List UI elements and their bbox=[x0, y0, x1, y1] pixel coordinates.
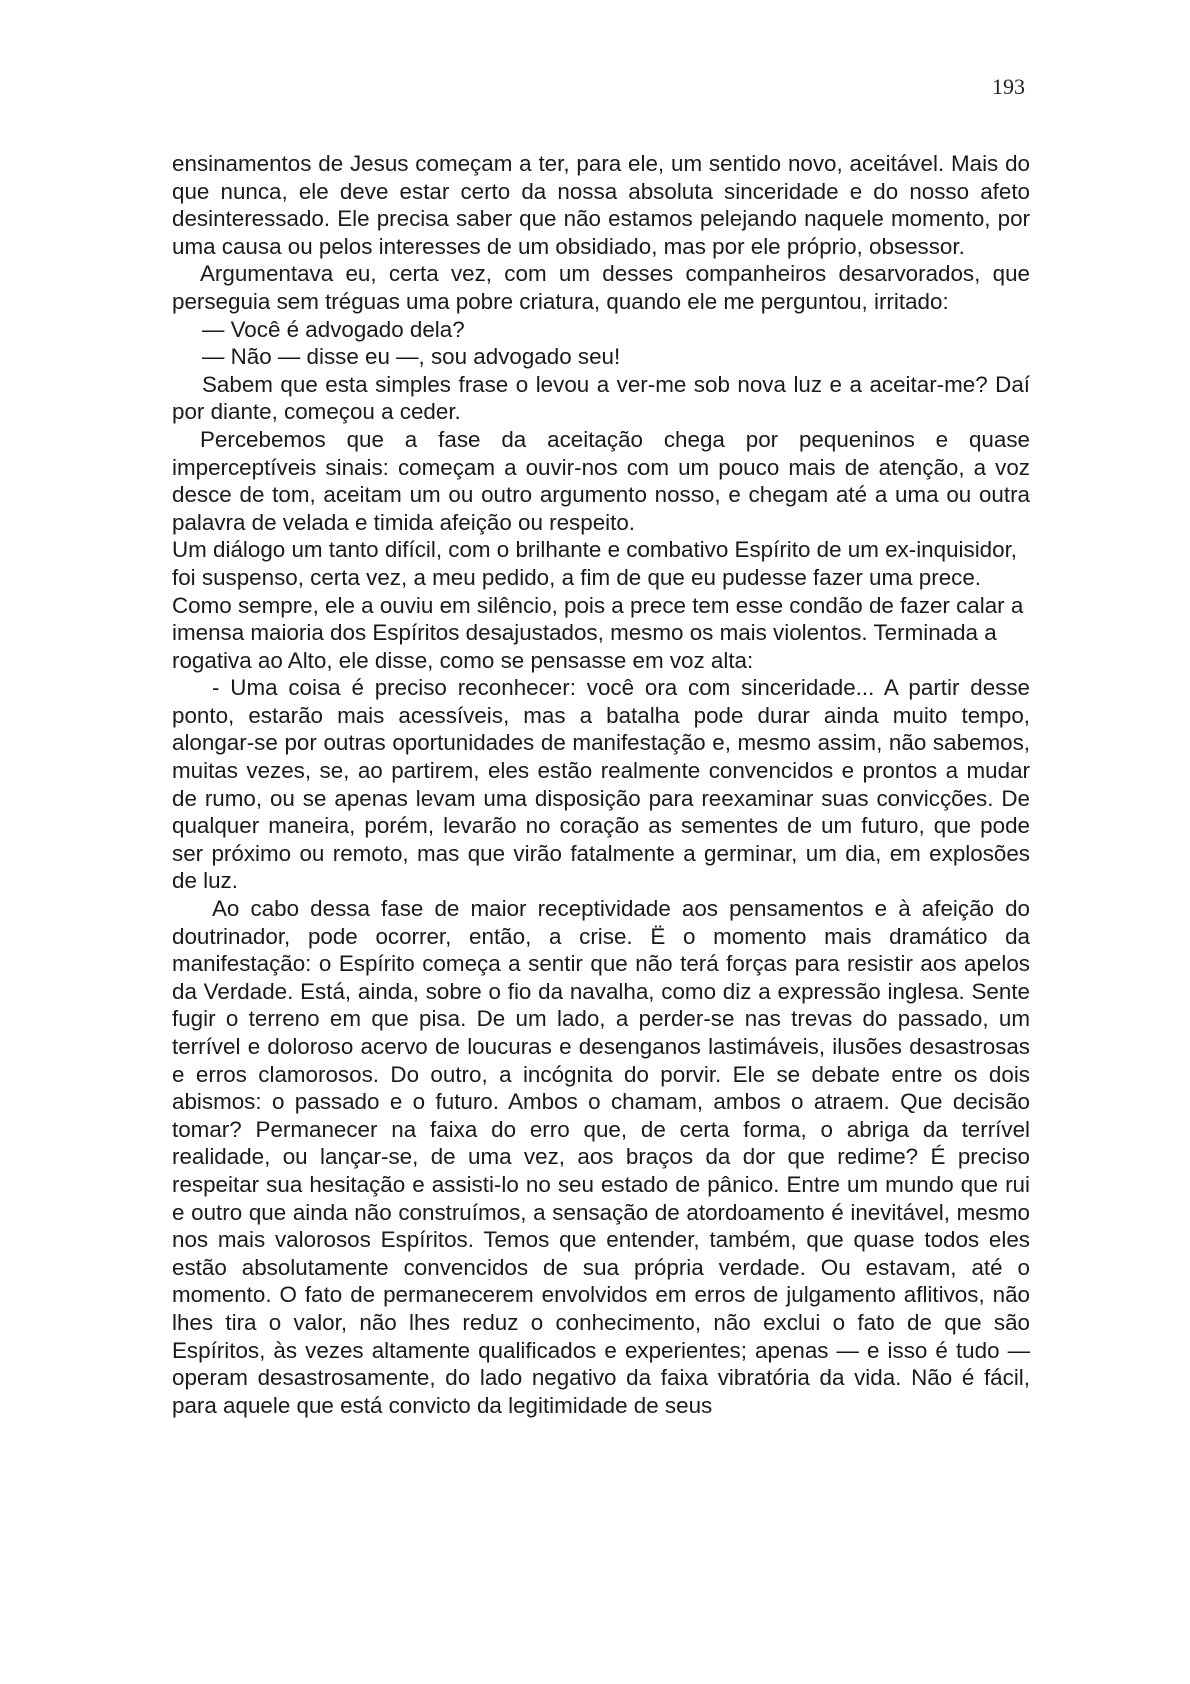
paragraph-5: Um diálogo um tanto difícil, com o brilhante e combativo Espírito de um ex-inquisidor, foi suspenso, certa vez, a meu pedido, a fim de que eu pudesse fazer uma prece. Como sempre, ele a ouviu em silêncio, pois a prece tem esse condão de fazer calar a imensa maioria dos Espíritos desajustados, mesmo os mais violentos. Terminada a rogativa ao Alto, ele disse, como se pensasse em voz alta: bbox=[172, 537, 1024, 673]
body-text bbox=[172, 150, 1030, 1419]
paragraph-3: Sabem que esta simples frase o levou a ver-me sob nova luz e a aceitar-me? Daí por diante, começou a ceder. bbox=[172, 371, 1030, 425]
paragraph-4: Percebemos que a fase da aceitação chega por pequeninos e quase imperceptíveis sinais: começam a ouvir-nos com um pouco mais de atenção, a voz desce de tom, aceitam um ou outro argumento nosso, e chegam até a uma ou outra palavra de velada e timida afeição ou respeito. bbox=[172, 426, 1030, 535]
page-number: 193 bbox=[992, 74, 1025, 99]
paragraph-2: Argumentava eu, certa vez, com um desses companheiros desarvorados, que perseguia sem tréguas uma pobre criatura, quando ele me perguntou, irritado: bbox=[172, 261, 1030, 314]
paragraph-1: ensinamentos de Jesus começam a ter, para ele, um sentido novo, aceitável. Mais do que nunca, ele deve estar certo da nossa absoluta sinceridade e do nosso afeto desinteressado. Ele precisa saber que não estamos pelejando naquele momento, por uma causa ou pelos interesses de um obsidiado, mas por ele próprio, obsessor. bbox=[172, 151, 1030, 259]
dialogue-line-2: — Não — disse eu —, sou advogado seu! bbox=[202, 344, 621, 370]
paragraph-6: - Uma coisa é preciso reconhecer: você ora com sinceridade... A partir desse ponto, estarão mais acessíveis, mas a batalha pode durar ainda muito tempo, alongar-se por outras oportunidades de manifestação e, mesmo assim, não sabemos, muitas vezes, se, ao partirem, eles estão realmente convencidos e prontos a mudar de rumo, ou se apenas levam uma disposição para reexaminar suas convicções. De qualquer maneira, porém, levarão no coração as sementes de um futuro, que pode ser próximo ou remoto, mas que virão fatalmente a germinar, um dia, em explosões de luz. bbox=[172, 675, 1030, 894]
paragraph-7: Ao cabo dessa fase de maior receptividade aos pensamentos e à afeição do doutrinador, pode ocorrer, então, a crise. Ë o momento mais dramático da manifestação: o Espírito começa a sentir que não terá forças para resistir aos apelos da Verdade. Está, ainda, sobre o fio da navalha, como diz a expressão inglesa. Sente fugir o terreno em que pisa. De um lado, a perder-se nas trevas do passado, um terrível e doloroso acervo de loucuras e desenganos lastimáveis, ilusões desastrosas e erros clamorosos. Do outro, a incógnita do porvir. Ele se debate entre os dois abismos: o passado e o futuro. Ambos o chamam, ambos o atraem. Que decisão tomar? Permanecer na faixa do erro que, de certa forma, o abriga da terrível realidade, ou lançar-se, de uma vez, aos braços da dor que redime? É preciso respeitar sua hesitação e assisti-lo no seu estado de pânico. Entre um mundo que rui e outro que ainda não construímos, a sensação de atordoamento é inevitável, mesmo nos mais valorosos Espíritos. Temos que entender, também, que quase todos eles estão absolutamente convencidos de sua própria verdade. Ou estavam, até o momento. O fato de permanecerem envolvidos em erros de julgamento aflitivos, não lhes tira o valor, não lhes reduz o conhecimento, não exclui o fato de que são Espíritos, às vezes altamente qualificados e experientes; apenas — e isso é tudo — operam desastrosamente, do lado negativo da faixa vibratória da vida. Não é fácil, para aquele que está convicto da legitimidade de seus bbox=[172, 896, 1030, 1418]
dialogue-line-1: — Você é advogado dela? bbox=[202, 316, 465, 342]
